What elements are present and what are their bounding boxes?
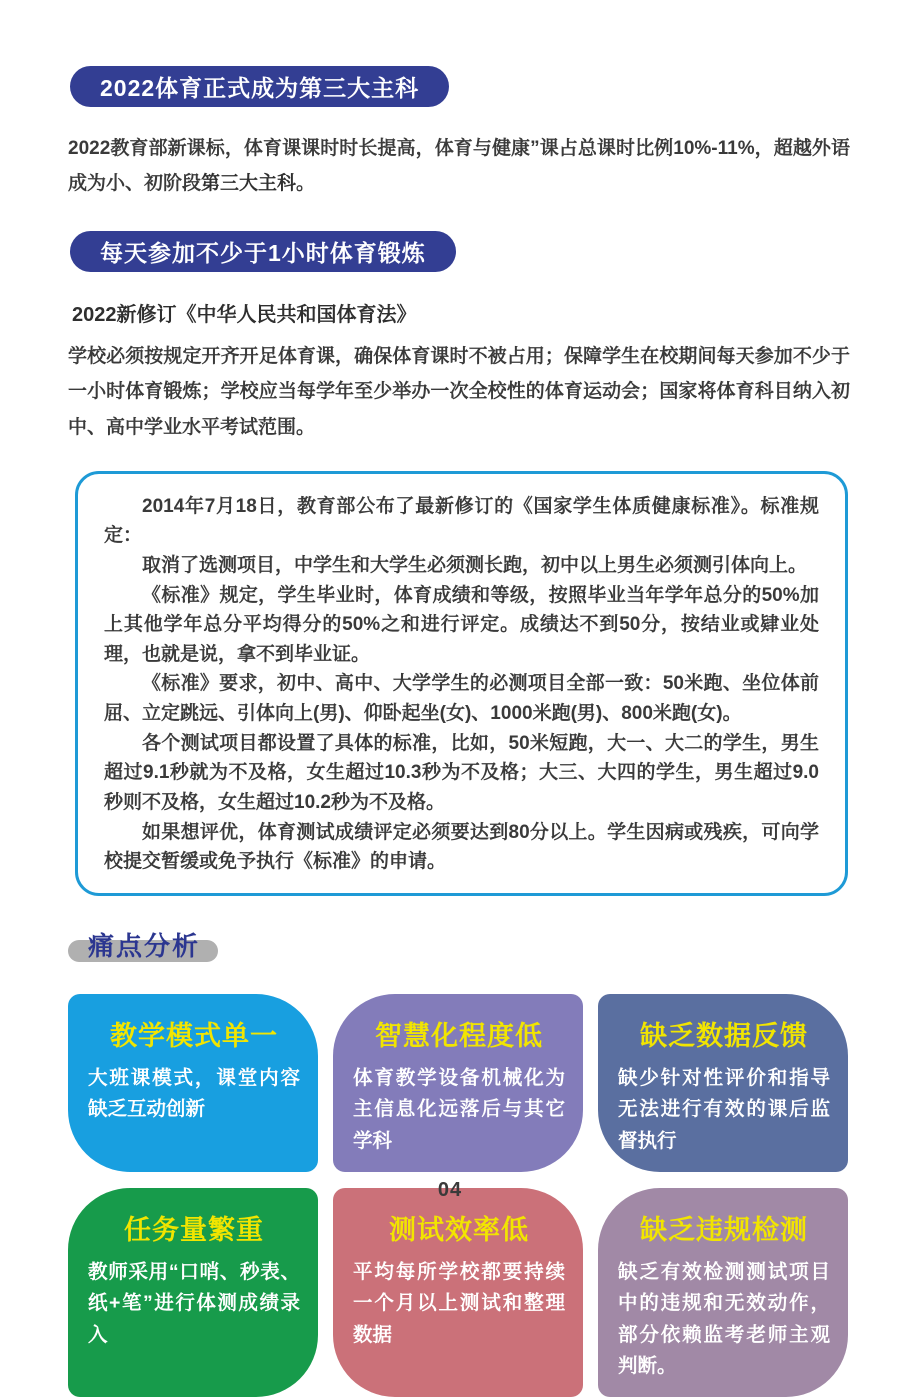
pain-card-teaching-mode — [68, 994, 318, 1172]
heading-text: 痛点分析 — [88, 930, 201, 961]
section-badge-daily-exercise — [70, 231, 456, 272]
card-body: 缺少针对性评价和指导无法进行有效的课后监督执行 — [618, 1066, 830, 1152]
pain-card-intelligence-level — [333, 994, 583, 1172]
paragraph-bold-phrase: 第三大主科 — [201, 173, 297, 195]
standards-box — [75, 471, 848, 896]
paragraph-main-subject — [68, 131, 850, 201]
page-number: 04 — [437, 1179, 463, 1201]
card-body: 平均每所学校都要持续一个月以上测试和整理数据 — [353, 1260, 565, 1346]
card-body: 体育教学设备机械化为主信息化远落后与其它学科 — [353, 1066, 565, 1152]
pain-analysis-heading — [68, 926, 238, 962]
card-title: 教学模式单一 — [110, 1020, 278, 1051]
standards-paragraph: 2014年7月18日，教育部公布了最新修订的《国家学生体质健康标准》。标准规定： — [104, 495, 819, 547]
card-body: 缺乏有效检测测试项目中的违规和无效动作，部分依赖监考老师主观判断。 — [618, 1260, 830, 1378]
paragraph-tail: 。 — [296, 173, 316, 195]
paragraph-lead: 2022教育部新课标，体育课课时时长提高，体育与健康”课占总课时比例10%-11%，超越外语成为小、初阶段 — [68, 138, 850, 195]
standards-paragraph: 《标准》规定，学生毕业时，体育成绩和等级，按照毕业当年学年总分的50%加上其他学年总分平均得分的50%之和进行评定。成绩达不到50分，按结业或肄业处理，也就是说，拿不到毕业证。 — [104, 584, 819, 665]
badge-label: 每天参加不少于1小时体育锻炼 — [100, 240, 426, 267]
card-body: 大班课模式，课堂内容缺乏互动创新 — [88, 1066, 300, 1121]
badge-label: 2022体育正式成为第三大主科 — [100, 75, 420, 101]
standards-paragraph: 《标准》要求，初中、高中、大学学生的必测项目全部一致：50米跑、坐位体前屈、立定跳远、引体向上(男)、仰卧起坐(女)、1000米跑(男)、800米跑(女)。 — [104, 673, 819, 725]
card-title: 智慧化程度低 — [375, 1020, 543, 1051]
card-title: 缺乏数据反馈 — [640, 1020, 808, 1051]
pain-card-data-feedback — [598, 994, 848, 1172]
card-title: 任务量繁重 — [124, 1214, 264, 1245]
law-subtitle: 2022新修订《中华人民共和国体育法》 — [72, 304, 417, 327]
section-badge-main-subject — [70, 66, 449, 107]
card-title: 测试效率低 — [389, 1214, 529, 1245]
card-title: 缺乏违规检测 — [640, 1214, 808, 1245]
paragraph-daily-exercise: 学校必须按规定开齐开足体育课，确保体育课时不被占用；保障学生在校期间每天参加不少于一小时体育锻炼；学校应当每学年至少举办一次全校性的体育运动会；国家将体育科目纳入初中、高中学业水平考试范围。 — [68, 346, 850, 438]
pain-card-violation-detection — [598, 1188, 848, 1397]
pain-card-test-efficiency — [333, 1188, 583, 1397]
standards-paragraph: 如果想评优，体育测试成绩评定必须要达到80分以上。学生因病或残疾，可向学校提交暂缓或免予执行《标准》的申请。 — [104, 821, 819, 873]
standards-paragraph: 各个测试项目都设置了具体的标准，比如，50米短跑，大一、大二的学生，男生超过9.1秒就为不及格，女生超过10.3秒为不及格；大三、大四的学生，男生超过9.0秒则不及格，女生超过10.2秒为不及格。 — [104, 732, 819, 813]
standards-paragraph: 取消了选测项目，中学生和大学生必须测长跑，初中以上男生必须测引体向上。 — [142, 554, 808, 576]
card-body: 教师采用“口哨、秒表、纸+笔”进行体测成绩录入 — [88, 1260, 300, 1346]
pain-card-heavy-workload — [68, 1188, 318, 1397]
